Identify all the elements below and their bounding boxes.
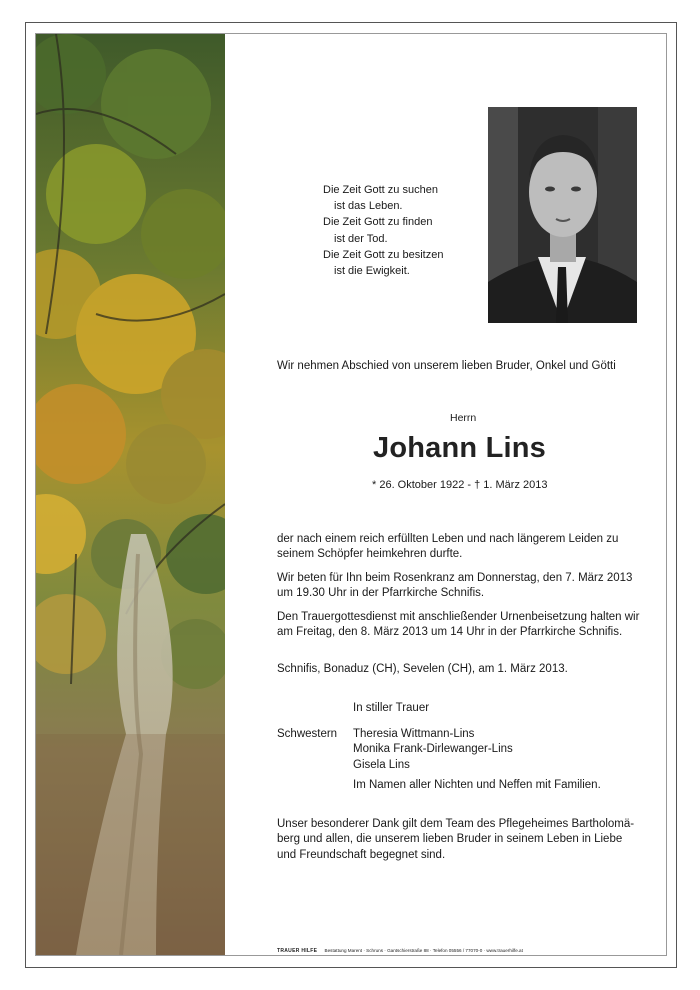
salutation: Herrn bbox=[450, 412, 477, 424]
rosary-paragraph bbox=[277, 571, 632, 602]
place-date: Schnifis, Bonaduz (CH), Sevelen (CH), am 1. März 2013. bbox=[277, 663, 568, 675]
farewell-intro: Wir nehmen Abschied von unserem lieben Bruder, Onkel und Götti bbox=[277, 360, 616, 372]
sisters-list bbox=[353, 727, 513, 773]
text-line: und Freundschaft begegnet sind. bbox=[277, 848, 446, 861]
text-line: der nach einem reich erfüllten Leben und nach längerem Leiden zu bbox=[277, 533, 619, 545]
funeral-paragraph bbox=[277, 610, 639, 641]
verse-line: ist das Leben. bbox=[334, 200, 403, 213]
verse-line: ist die Ewigkeit. bbox=[334, 265, 410, 278]
verse-line: ist der Tod. bbox=[334, 232, 388, 245]
nieces-nephews-line: Im Namen aller Nichten und Neffen mit Familien. bbox=[353, 779, 601, 791]
still-mourning-label: In stiller Trauer bbox=[353, 702, 430, 714]
sister-name: Theresia Wittmann-Lins bbox=[353, 728, 475, 740]
deceased-name: Johann Lins bbox=[373, 432, 546, 464]
footer-details: Bestattung Marent · Schruns · Gantschierstraße 88 · Telefon 05556 / 77070-0 · www.trauerhilfe.at bbox=[324, 948, 523, 953]
sisters-label: Schwestern bbox=[277, 728, 338, 740]
text-line: Unser besonderer Dank gilt dem Team des Pflegeheimes Bartholomä- bbox=[277, 818, 635, 830]
sister-name: Monika Frank-Dirlewanger-Lins bbox=[353, 743, 513, 756]
text-line: am Freitag, den 8. März 2013 um 14 Uhr in der Pfarrkirche Schnifis. bbox=[277, 626, 623, 639]
footer bbox=[277, 948, 523, 954]
thanks-paragraph bbox=[277, 817, 634, 863]
verse-line: Die Zeit Gott zu besitzen bbox=[323, 248, 444, 261]
text-line: Wir beten für Ihn beim Rosenkranz am Donnerstag, den 7. März 2013 bbox=[277, 572, 633, 584]
sister-name: Gisela Lins bbox=[353, 758, 410, 771]
text-line: Den Trauergottesdienst mit anschließender Urnenbeisetzung halten wir bbox=[277, 611, 640, 623]
verse-line: Die Zeit Gott zu suchen bbox=[323, 184, 438, 196]
verse bbox=[323, 182, 443, 279]
text-line: seinem Schöpfer heimkehren durfte. bbox=[277, 548, 463, 561]
life-dates: * 26. Oktober 1922 - † 1. März 2013 bbox=[372, 479, 548, 491]
autumn-forest-image bbox=[36, 34, 225, 955]
portrait-photo bbox=[488, 107, 637, 323]
text-line: um 19.30 Uhr in der Pfarrkirche Schnifis. bbox=[277, 587, 485, 600]
footer-brand: TRAUER HILFE bbox=[277, 948, 318, 954]
verse-line: Die Zeit Gott zu finden bbox=[323, 216, 433, 229]
life-paragraph bbox=[277, 532, 618, 563]
text-line: berg und allen, die unserem lieben Bruder in seinem Leben in Liebe bbox=[277, 833, 623, 846]
